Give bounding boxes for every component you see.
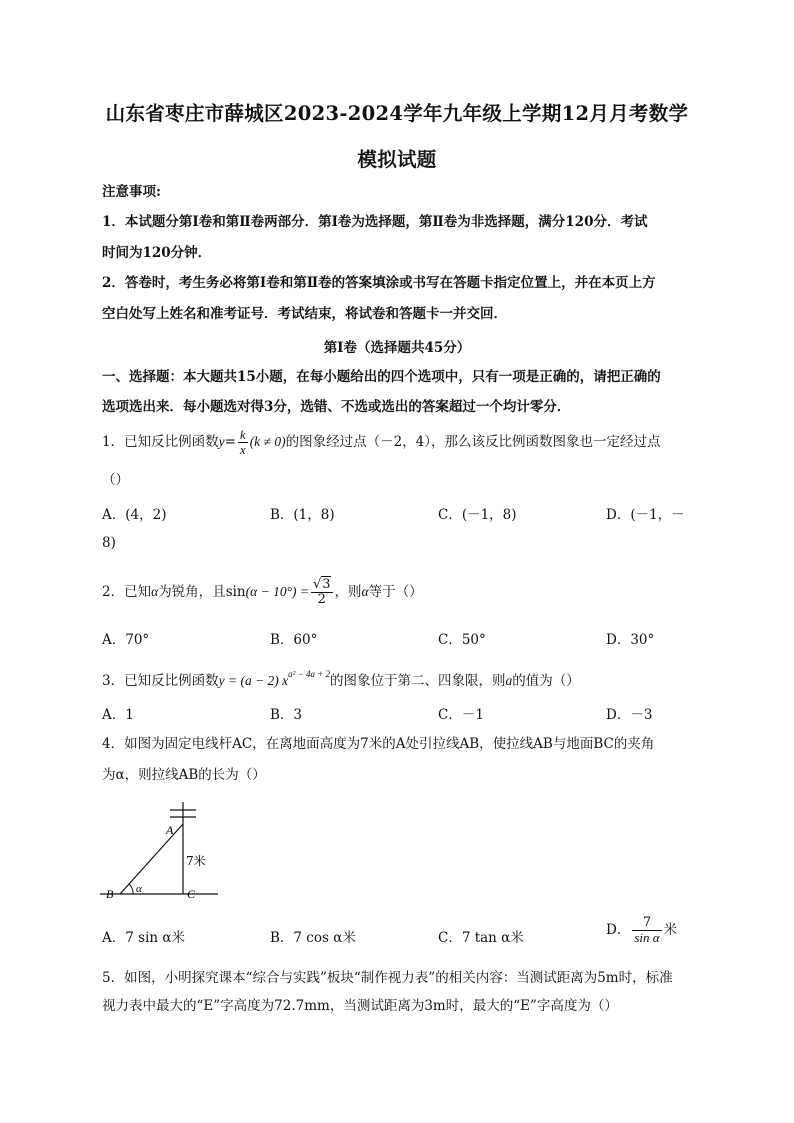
q1-condition: (k ≠ 0) <box>249 434 286 449</box>
q3-suffix: 的值为（） <box>512 673 580 689</box>
question-4-line1: 4．如图为固定电线杆AC，在离地面高度为7米的A处引拉线AB，使拉线AB与地面BC的夹角 <box>102 736 655 752</box>
q2-suffix2: 等于（） <box>368 584 423 600</box>
label-c: C <box>187 887 196 901</box>
q4-option-d-fraction <box>632 916 661 945</box>
q2-option-d[interactable]: D．30° <box>606 632 655 648</box>
q2-alpha-2: α <box>361 584 369 599</box>
label-a: A <box>166 823 174 837</box>
q1-option-d[interactable]: D．(－1，－ <box>606 507 685 523</box>
q4-option-a[interactable]: A．7 sin α米 <box>102 930 185 946</box>
q4-option-c[interactable]: C．7 tan α米 <box>438 930 524 946</box>
q3-prefix: 3．已知反比例函数 <box>102 673 219 689</box>
notes-item2-line1: 2．答卷时，考生务必将第Ⅰ卷和第Ⅱ卷的答案填涂或书写在答题卡指定位置上，并在本页上方 <box>102 275 656 291</box>
q3-option-c[interactable]: C．－1 <box>438 707 484 723</box>
paper-title-line2: 模拟试题 <box>357 148 437 171</box>
question-4-line2: 为α，则拉线AB的长为（） <box>102 767 266 783</box>
q4-option-d[interactable] <box>606 916 677 945</box>
q1-option-c[interactable]: C．(－1，8) <box>438 507 517 523</box>
q2-mid: 为锐角，且 <box>158 584 226 600</box>
section-intro-line2: 选项选出来．每小题选对得3分，选错、不选或选出的答案超过一个均计零分． <box>102 399 571 415</box>
q1-x: x <box>239 442 246 457</box>
q2-arg: (α − 10°) = <box>245 584 309 599</box>
q2-fraction <box>311 578 333 607</box>
q2-sqrt-value: 3 <box>322 577 331 592</box>
q4-option-b[interactable]: B．7 cos α米 <box>270 930 356 946</box>
question-1-paren: （） <box>102 472 129 488</box>
q1-option-a[interactable]: A．(4，2) <box>102 507 167 523</box>
q2-option-b[interactable]: B．60° <box>270 632 318 648</box>
label-alpha: α <box>136 883 142 895</box>
notes-item2-line2: 空白处写上姓名和准考证号．考试结束，将试卷和答题卡一并交回． <box>102 306 507 322</box>
q4-option-d-prefix: D． <box>606 922 631 938</box>
q2-prefix: 2．已知 <box>102 584 152 600</box>
label-height: 7米 <box>186 854 206 868</box>
paper-title-line1: 山东省枣庄市薛城区2023-2024学年九年级上学期12月月考数学 <box>105 102 689 125</box>
notes-item1-line2: 时间为120分钟． <box>102 245 212 261</box>
q1-prefix: 1．已知反比例函数 <box>102 434 219 450</box>
q4-option-d-num: 7 <box>632 916 661 931</box>
alpha-arc <box>129 884 133 894</box>
guy-wire <box>120 824 183 894</box>
q1-option-d-continued: 8) <box>102 535 116 551</box>
q3-a: a <box>505 673 513 688</box>
q2-alpha: α <box>151 584 159 599</box>
q3-option-b[interactable]: B．3 <box>270 707 303 723</box>
q4-option-d-den: sin α <box>634 930 660 945</box>
q3-mid: 的图象位于第二、四象限，则 <box>330 673 506 689</box>
q1-y: y <box>218 434 225 449</box>
label-b: B <box>106 887 114 901</box>
question-5-line2: 视力表中最大的“E”字高度为72.7mm，当测试距离为3m时，最大的“E”字高度为（） <box>102 998 618 1014</box>
q2-numerator: √3 <box>312 577 331 592</box>
question-1-stem <box>102 428 661 457</box>
q1-eq: = <box>224 434 236 450</box>
q2-suffix1: ，则 <box>334 584 362 600</box>
q2-sin: sin <box>225 584 246 600</box>
q3-function: y = (a − 2) x <box>218 673 289 688</box>
notes-item1-line1: 1．本试题分第Ⅰ卷和第Ⅱ卷两部分．第Ⅰ卷为选择题，第Ⅱ卷为非选择题，满分120分．考试 <box>102 214 648 230</box>
q2-option-c[interactable]: C．50° <box>438 632 486 648</box>
question-2-stem <box>102 578 423 607</box>
q2-option-a[interactable]: A．70° <box>102 632 150 648</box>
notes-heading: 注意事项: <box>102 184 161 200</box>
q4-option-d-unit: 米 <box>663 922 678 938</box>
section-heading: 第Ⅰ卷（选择题共45分） <box>323 340 471 356</box>
section-intro-line1: 一、选择题：本大题共15小题，在每小题给出的四个选项中，只有一项是正确的，请把正确的 <box>102 369 661 385</box>
q1-k: k <box>239 427 246 442</box>
q1-fraction <box>238 428 248 457</box>
q3-exponent: a² − 4a + 2 <box>288 669 331 679</box>
q2-denominator: 2 <box>317 592 326 607</box>
q1-suffix: 的图象经过点（－2，4），那么该反比例函数图象也一定经过点 <box>285 434 661 450</box>
question-5-line1: 5．如图，小明探究课本“综合与实践”板块“制作视力表”的相关内容：当测试距离为5m时，标准 <box>102 970 673 986</box>
q3-option-a[interactable]: A．1 <box>102 707 134 723</box>
q1-option-b[interactable]: B．(1，8) <box>270 507 335 523</box>
q4-pole-figure <box>100 798 220 902</box>
q3-option-d[interactable]: D．－3 <box>606 707 653 723</box>
question-3-stem <box>102 664 580 691</box>
